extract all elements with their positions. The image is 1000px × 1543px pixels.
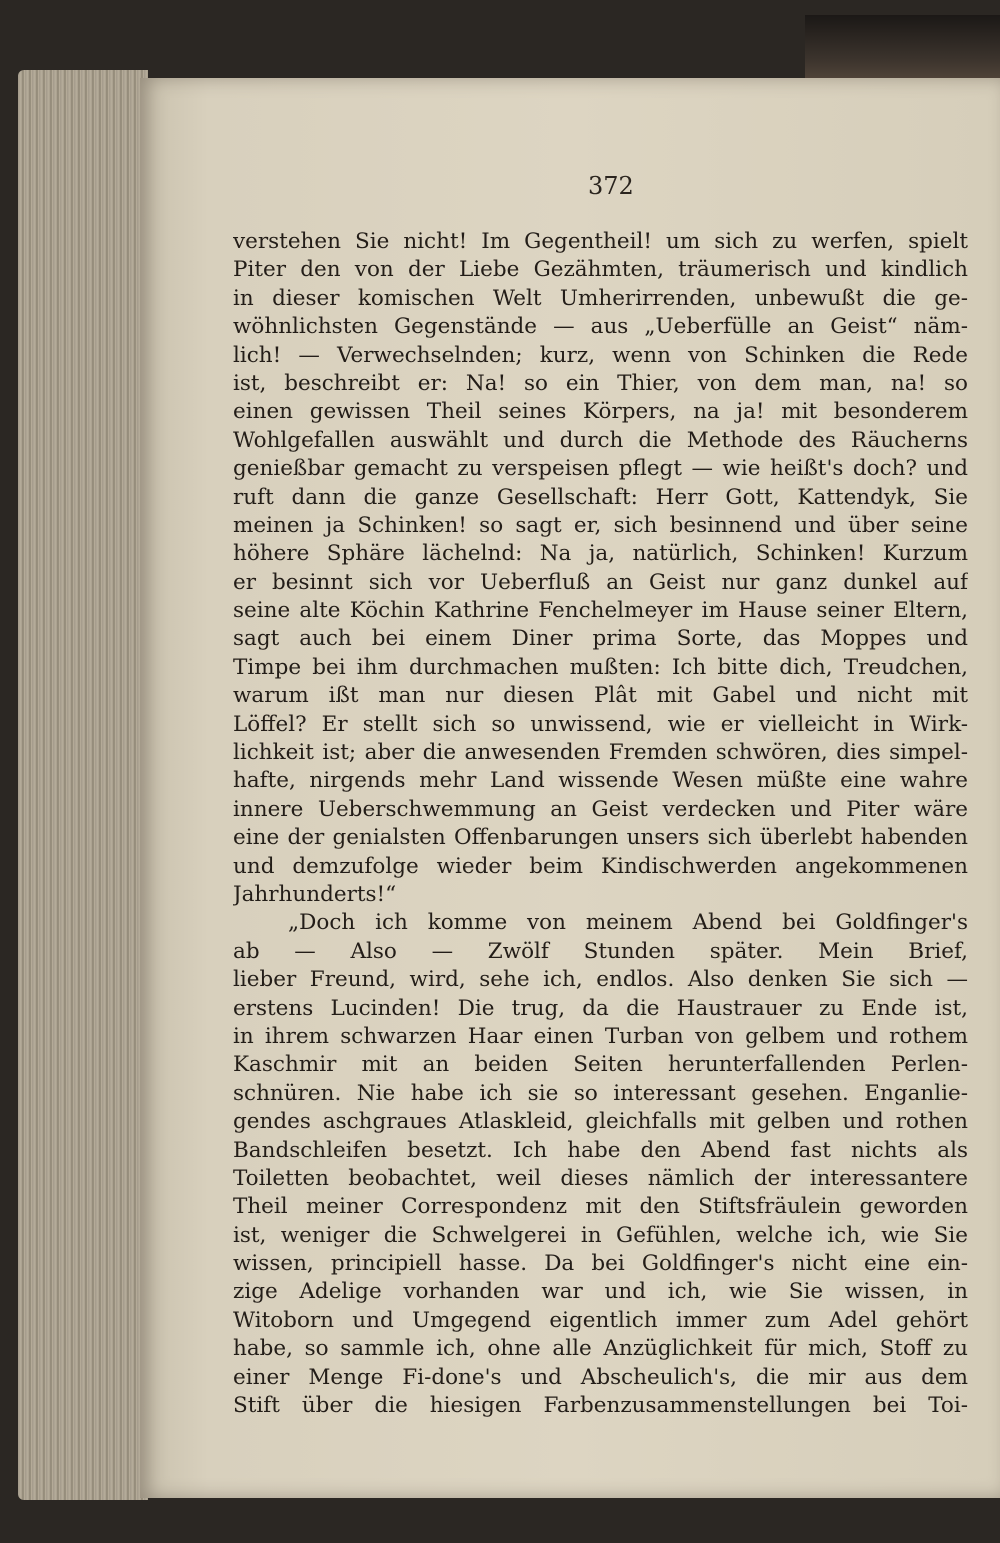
text-line: Piter den von der Liebe Gezähmten, träumerisch und kindlich (233, 257, 968, 283)
page-number: 372 (588, 172, 634, 200)
text-line: „Doch ich komme von meinem Abend bei Goldfinger's (288, 910, 968, 936)
text-line: Stift über die hiesigen Farbenzusammenstellungen bei Toi- (233, 1393, 968, 1419)
text-line: habe, so sammle ich, ohne alle Anzüglichkeit für mich, Stoff zu (233, 1336, 968, 1362)
text-line: ist, weniger die Schwelgerei in Gefühlen, welche ich, wie Sie (233, 1222, 968, 1248)
text-line: innere Ueberschwemmung an Geist verdecken und Piter wäre (233, 796, 968, 822)
text-line: meinen ja Schinken! so sagt er, sich besinnend und über seine (233, 512, 968, 538)
text-line: ab — Also — Zwölf Stunden später. Mein Brief, (233, 938, 968, 964)
text-line: ist, beschreibt er: Na! so ein Thier, von dem man, na! so (233, 370, 968, 396)
text-line: ruft dann die ganze Gesellschaft: Herr Gott, Kattendyk, Sie (233, 484, 968, 510)
text-line: erstens Lucinden! Die trug, da die Haustrauer zu Ende ist, (233, 995, 968, 1021)
text-line: sagt auch bei einem Diner prima Sorte, das Moppes und (233, 626, 968, 652)
text-line: lichkeit ist; aber die anwesenden Fremden schwören, dies simpel- (233, 740, 968, 766)
text-line: Kaschmir mit an beiden Seiten herunterfallenden Perlen- (233, 1052, 968, 1078)
text-line: gendes aschgraues Atlaskleid, gleichfalls mit gelben und rothen (233, 1109, 968, 1135)
text-line: Jahrhunderts!“ (233, 881, 397, 907)
text-line: und demzufolge wieder beim Kindischwerden angekommenen (233, 853, 968, 879)
text-line: zige Adelige vorhanden war und ich, wie Sie wissen, in (233, 1279, 968, 1305)
page-edges (18, 70, 148, 1500)
text-line: wöhnlichsten Gegenstände — aus „Ueberfülle an Geist“ näm- (233, 314, 968, 340)
text-line: einer Menge Fi-done's und Abscheulich's, die mir aus dem (233, 1364, 968, 1390)
text-line: in dieser komischen Welt Umherirrenden, unbewußt die ge- (233, 285, 968, 311)
body-text (233, 228, 968, 1420)
text-line: schnüren. Nie habe ich sie so interessant gesehen. Enganlie- (233, 1080, 968, 1106)
text-line: Theil meiner Correspondenz mit den Stiftsfräulein geworden (233, 1194, 968, 1220)
text-line: höhere Sphäre lächelnd: Na ja, natürlich, Schinken! Kurzum (233, 541, 968, 567)
text-line: Timpe bei ihm durchmachen mußten: Ich bitte dich, Treudchen, (233, 654, 968, 680)
text-line: wissen, principiell hasse. Da bei Goldfinger's nicht eine ein- (233, 1251, 968, 1277)
text-line: seine alte Köchin Kathrine Fenchelmeyer im Hause seiner Eltern, (233, 598, 968, 624)
text-line: verstehen Sie nicht! Im Gegentheil! um sich zu werfen, spielt (233, 229, 968, 254)
text-line: eine der genialsten Offenbarungen unsers sich überlebt habenden (233, 825, 968, 851)
text-line: Bandschleifen besetzt. Ich habe den Abend fast nichts als (233, 1137, 968, 1163)
text-line: Toiletten beobachtet, weil dieses nämlich der interessantere (233, 1165, 968, 1191)
text-line: genießbar gemacht zu verspeisen pflegt — wie heißt's doch? und (233, 456, 968, 482)
text-line: er besinnt sich vor Ueberfluß an Geist nur ganz dunkel auf (233, 569, 968, 595)
text-line: Witoborn und Umgegend eigentlich immer zum Adel gehört (233, 1307, 968, 1333)
text-line: Löffel? Er stellt sich so unwissend, wie er vielleicht in Wirk- (233, 711, 968, 737)
text-line: warum ißt man nur diesen Plât mit Gabel und nicht mit (233, 683, 968, 709)
text-line: in ihrem schwarzen Haar einen Turban von gelbem und rothem (233, 1023, 968, 1049)
text-line: lieber Freund, wird, sehe ich, endlos. Also denken Sie sich — (233, 967, 968, 993)
text-line: hafte, nirgends mehr Land wissende Wesen müßte eine wahre (233, 768, 968, 794)
text-line: einen gewissen Theil seines Körpers, na ja! mit besonderem (233, 399, 968, 425)
text-line: lich! — Verwechselnden; kurz, wenn von Schinken die Rede (233, 342, 968, 368)
text-line: Wohlgefallen auswählt und durch die Methode des Räucherns (233, 427, 968, 453)
